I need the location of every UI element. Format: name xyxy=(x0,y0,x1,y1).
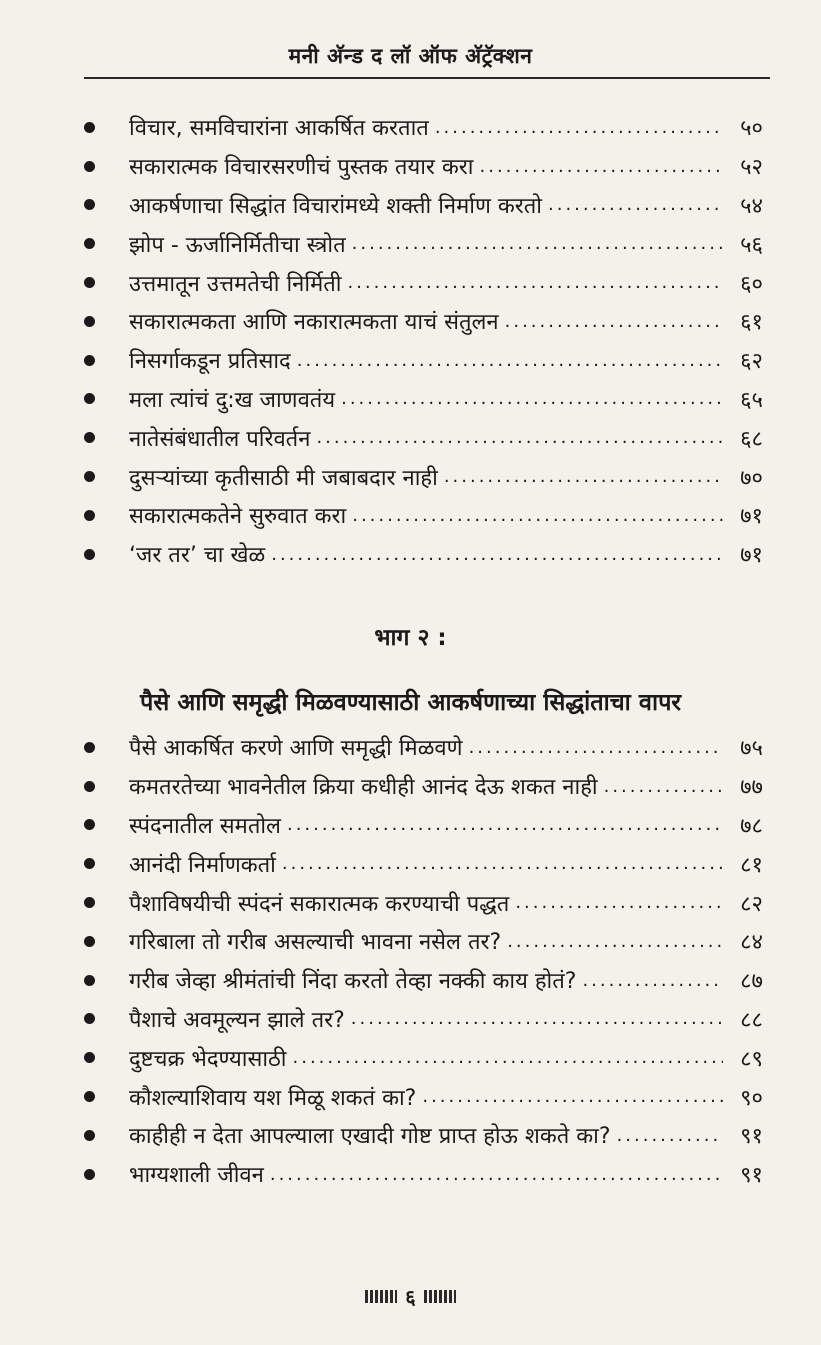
toc-list-part1 xyxy=(0,108,821,574)
folio-ornament-right xyxy=(424,1290,456,1303)
toc-entry-page: ७७ xyxy=(740,775,763,801)
bullet-icon xyxy=(84,471,95,482)
bullet-icon xyxy=(84,819,95,830)
toc-entry-title: दुसऱ्यांच्या कृतीसाठी मी जबाबदार नाही xyxy=(129,465,438,491)
dot-leader xyxy=(352,233,723,263)
bullet-icon xyxy=(84,510,95,521)
toc-entry xyxy=(0,418,821,457)
toc-entry xyxy=(0,496,821,535)
toc-entry-page: ६१ xyxy=(740,310,763,336)
toc-list-part2 xyxy=(0,728,821,1194)
toc-entry-title: काहीही न देता आपल्याला एखादी गोष्ट प्राप्त होऊ शकते का? xyxy=(129,1124,611,1150)
page-number: ६ xyxy=(405,1285,416,1309)
dot-leader xyxy=(270,1164,723,1194)
bullet-icon xyxy=(84,897,95,908)
toc-entry-title: पैसे आकर्षित करणे आणि समृद्धी मिळवणे xyxy=(129,736,463,762)
dot-leader xyxy=(469,737,723,767)
toc-entry xyxy=(0,961,821,1000)
toc-entry-title: ‘जर तर’ चा खेळ xyxy=(129,543,266,569)
toc-entry-page: ७१ xyxy=(740,543,763,569)
toc-entry-title: सकारात्मक विचारसरणीचं पुस्तक तयार करा xyxy=(129,155,474,181)
bullet-icon xyxy=(84,199,95,210)
toc-entry xyxy=(0,728,821,767)
toc-entry-title: स्पंदनातील समतोल xyxy=(129,813,281,839)
bullet-icon xyxy=(84,742,95,753)
header-rule xyxy=(84,77,770,79)
toc-entry-title: सकारात्मकता आणि नकारात्मकता याचं संतुलन xyxy=(129,310,499,336)
dot-leader xyxy=(316,427,723,457)
toc-entry-title: उत्तमातून उत्तमतेची निर्मिती xyxy=(129,271,342,297)
dot-leader xyxy=(297,350,723,380)
toc-entry-title: गरीब जेव्हा श्रीमंतांची निंदा करतो तेव्हा नक्की काय होतं? xyxy=(129,969,577,995)
toc-entry xyxy=(0,767,821,806)
dot-leader xyxy=(435,117,723,147)
toc-entry-page: ८१ xyxy=(740,852,763,878)
toc-entry-title: आकर्षणाचा सिद्धांत विचारांमध्ये शक्ती निर्माण करतो xyxy=(129,193,542,219)
toc-entry-page: ५६ xyxy=(740,232,763,258)
toc-entry xyxy=(0,1155,821,1194)
dot-leader xyxy=(351,1008,723,1038)
bullet-icon xyxy=(84,122,95,133)
toc-entry xyxy=(0,186,821,225)
toc-entry-title: पैशाविषयीची स्पंदनं सकारात्मक करण्याची पद्धत xyxy=(129,891,510,917)
toc-entry-title: आनंदी निर्माणकर्ता xyxy=(129,852,276,878)
bullet-icon xyxy=(84,1052,95,1063)
toc-entry-title: नातेसंबंधातील परिवर्तन xyxy=(129,426,311,452)
running-head: मनी अ‍ॅन्ड द लॉ ऑफ अ‍ॅट्रॅक्शन xyxy=(288,44,533,68)
dot-leader xyxy=(341,388,723,418)
toc-entry xyxy=(0,535,821,574)
toc-entry-title: गरिबाला तो गरीब असल्याची भावना नसेल तर? xyxy=(129,930,502,956)
bullet-icon xyxy=(84,1013,95,1024)
toc-entry-page: ६० xyxy=(740,271,763,297)
dot-leader xyxy=(282,853,723,883)
bullet-icon xyxy=(84,1130,95,1141)
bullet-icon xyxy=(84,1091,95,1102)
bullet-icon xyxy=(84,975,95,986)
dot-leader xyxy=(287,814,723,844)
toc-entry xyxy=(0,380,821,419)
dot-leader xyxy=(505,311,723,341)
bullet-icon xyxy=(84,355,95,366)
toc-entry-page: ६२ xyxy=(740,349,763,375)
part-heading: पैसे आणि समृद्धी मिळवण्यासाठी आकर्षणाच्या सिद्धांताचा वापर xyxy=(139,688,682,716)
toc-entry-page: ८२ xyxy=(740,891,763,917)
dot-leader xyxy=(271,544,723,574)
toc-entry-page: ८४ xyxy=(740,930,763,956)
toc-entry-page: ८९ xyxy=(740,1046,763,1072)
toc-entry xyxy=(0,224,821,263)
dot-leader xyxy=(347,272,723,302)
part-label: भाग २ : xyxy=(374,625,447,651)
dot-leader xyxy=(604,776,723,806)
toc-entry-title: झोप - ऊर्जानिर्मितीचा स्त्रोत xyxy=(129,232,346,258)
toc-entry xyxy=(0,341,821,380)
folio-ornament-left xyxy=(365,1290,397,1303)
toc-entry-page: ५० xyxy=(740,116,763,142)
toc-entry xyxy=(0,1038,821,1077)
bullet-icon xyxy=(84,936,95,947)
bullet-icon xyxy=(84,316,95,327)
dot-leader xyxy=(515,892,723,922)
toc-entry-title: मला त्यांचं दु:ख जाणवतंय xyxy=(129,387,336,413)
bullet-icon xyxy=(84,549,95,560)
toc-entry-page: ६५ xyxy=(740,387,763,413)
toc-entry xyxy=(0,147,821,186)
bullet-icon xyxy=(84,238,95,249)
dot-leader xyxy=(617,1125,723,1155)
toc-entry-title: कौशल्याशिवाय यश मिळू शकतं का? xyxy=(129,1085,417,1111)
toc-entry-title: दुष्टचक्र भेदण्यासाठी xyxy=(129,1046,287,1072)
page-folio xyxy=(0,1283,821,1310)
bullet-icon xyxy=(84,277,95,288)
toc-entry xyxy=(0,806,821,845)
toc-entry-title: पैशाचे अवमूल्यन झाले तर? xyxy=(129,1007,345,1033)
dot-leader xyxy=(582,970,723,1000)
toc-entry-page: ७५ xyxy=(740,736,763,762)
toc-entry-page: ८७ xyxy=(740,969,763,995)
toc-entry xyxy=(0,263,821,302)
toc-entry xyxy=(0,883,821,922)
toc-entry-title: कमतरतेच्या भावनेतील क्रिया कधीही आनंद देऊ शकत नाही xyxy=(129,775,598,801)
toc-entry xyxy=(0,1077,821,1116)
toc-entry-title: निसर्गाकडून प्रतिसाद xyxy=(129,349,291,375)
bullet-icon xyxy=(84,161,95,172)
toc-entry-page: ९१ xyxy=(740,1124,763,1150)
bullet-icon xyxy=(84,858,95,869)
toc-entry-page: ७८ xyxy=(740,813,763,839)
dot-leader xyxy=(480,156,724,186)
dot-leader xyxy=(444,466,723,496)
toc-entry-page: ६८ xyxy=(740,426,763,452)
bullet-icon xyxy=(84,1169,95,1180)
toc-entry xyxy=(0,1000,821,1039)
toc-entry-page: ८८ xyxy=(740,1007,763,1033)
toc-entry xyxy=(0,302,821,341)
bullet-icon xyxy=(84,781,95,792)
toc-entry-title: विचार, समविचारांना आकर्षित करतात xyxy=(129,116,429,142)
toc-entry-title: सकारात्मकतेने सुरुवात करा xyxy=(129,504,347,530)
toc-entry-page: ५४ xyxy=(740,193,763,219)
toc-entry-page: ९१ xyxy=(740,1163,763,1189)
toc-entry-page: ५२ xyxy=(740,155,763,181)
toc-entry-page: ७० xyxy=(740,465,763,491)
toc-entry xyxy=(0,844,821,883)
toc-entry-page: ९० xyxy=(740,1085,763,1111)
bullet-icon xyxy=(84,432,95,443)
toc-entry-page: ७१ xyxy=(740,504,763,530)
dot-leader xyxy=(422,1086,723,1116)
toc-entry xyxy=(0,457,821,496)
toc-entry xyxy=(0,108,821,147)
dot-leader xyxy=(507,931,723,961)
bullet-icon xyxy=(84,393,95,404)
toc-entry xyxy=(0,1116,821,1155)
toc-entry-title: भाग्यशाली जीवन xyxy=(129,1163,264,1189)
dot-leader xyxy=(352,505,723,535)
dot-leader xyxy=(293,1047,724,1077)
dot-leader xyxy=(548,194,723,224)
toc-entry xyxy=(0,922,821,961)
